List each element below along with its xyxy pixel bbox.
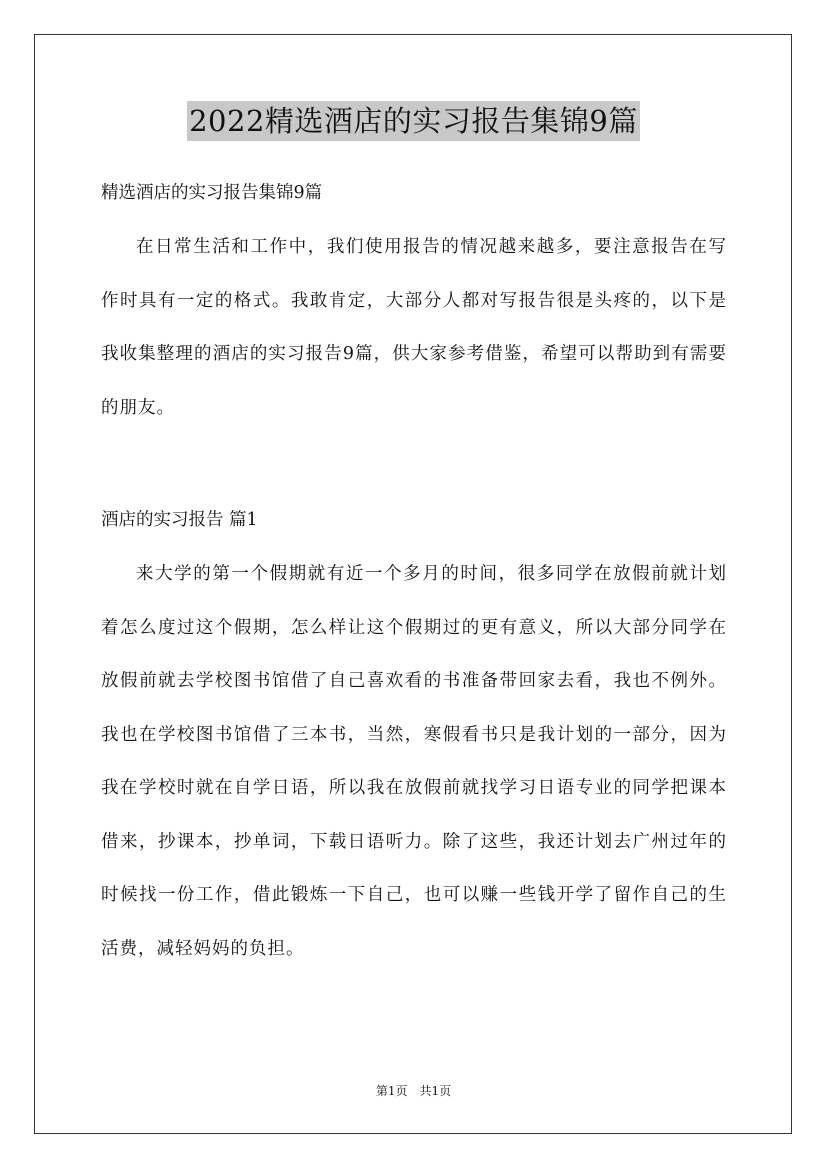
intro-paragraph: 在日常生活和工作中，我们使用报告的情况越来越多，要注意报告在写作时具有一定的格式。我敢肯定，大部分人都对写报告很是头疼的，以下是我收集整理的酒店的实习报告9篇，供大家参考借鉴，希望可以帮助到有需要的朋友。 <box>101 237 727 418</box>
document-title: 2022精选酒店的实习报告集锦9篇 <box>187 101 640 141</box>
title-container <box>0 101 827 141</box>
section-1-heading: 酒店的实习报告 篇1 <box>101 510 258 530</box>
document-subtitle: 精选酒店的实习报告集锦9篇 <box>101 183 323 203</box>
page-footer: 第1页 共1页 <box>375 1084 452 1098</box>
section-1-paragraph: 来大学的第一个假期就有近一个多月的时间，很多同学在放假前就计划着怎么度过这个假期，怎么样让这个假期过的更有意义，所以大部分同学在放假前就去学校图书馆借了自己喜欢看的书准备带回家去看，我也不例外。我也在学校图书馆借了三本书，当然，寒假看书只是我计划的一部分，因为我在学校时就在自学日语，所以我在放假前就找学习日语专业的同学把课本借来，抄课本，抄单词，下载日语听力。除了这些，我还计划去广州过年的时候找一份工作，借此锻炼一下自己，也可以赚一些钱开学了留作自己的生活费，减轻妈妈的负担。 <box>101 564 727 959</box>
